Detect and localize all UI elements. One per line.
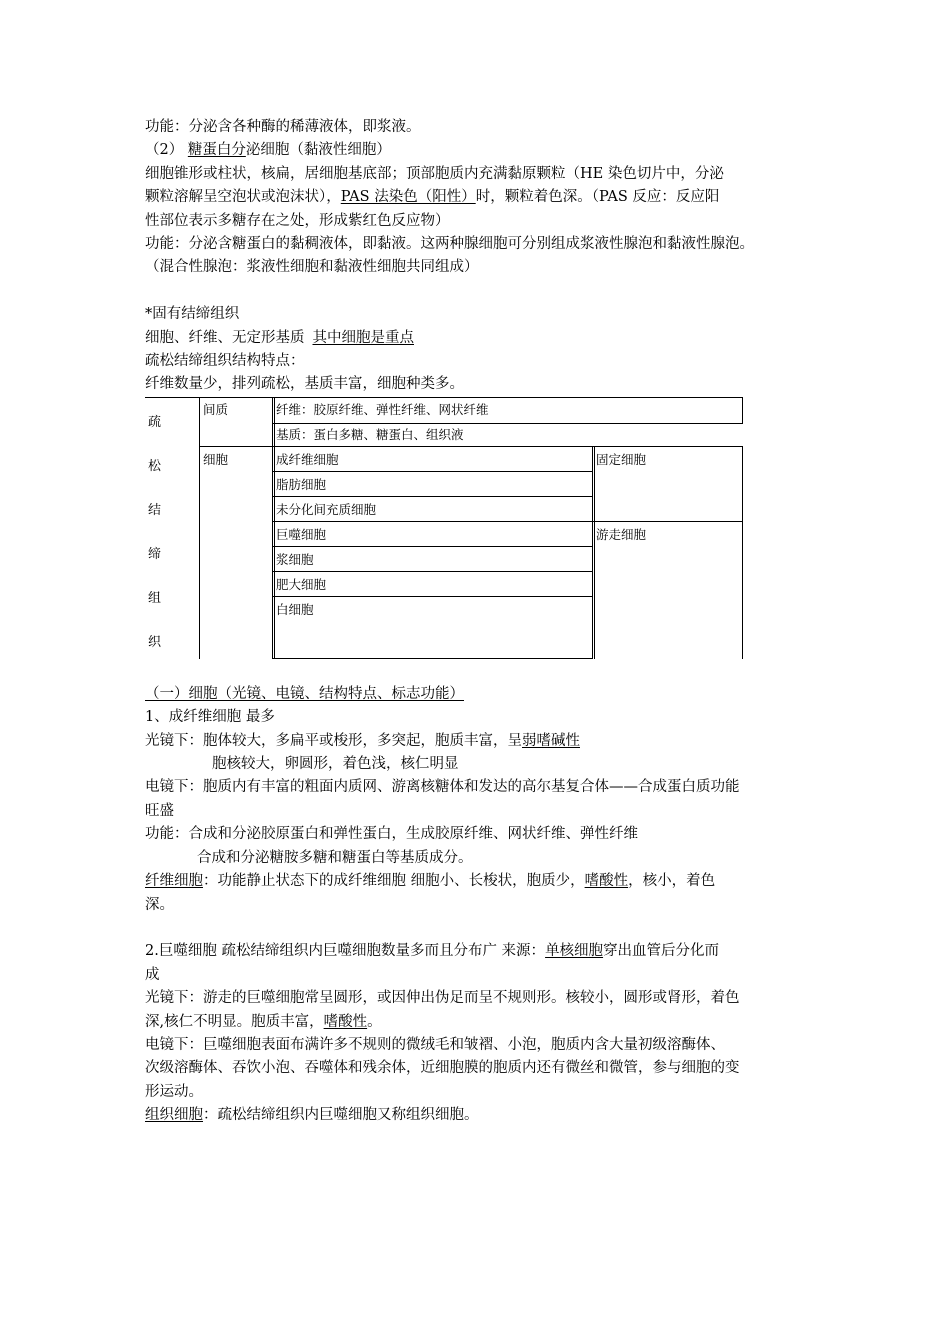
cell-type: 巨噬细胞	[276, 526, 327, 542]
text: 次级溶酶体、吞饮小泡、吞噬体和残余体，近细胞膜的胞质内还有微丝和微管，参与细胞的变	[145, 1060, 740, 1077]
fiber-cell: 纤维：胶原纤维、弹性纤维、网状纤维	[276, 401, 489, 417]
text: （2）	[145, 142, 188, 159]
macrophage-em-2	[145, 1057, 810, 1080]
mucous-cell-description	[145, 163, 810, 186]
loose-connective-tissue-table	[145, 397, 743, 659]
text: 细胞、纤维、无定形基质	[145, 329, 305, 346]
fixed-cells-label: 固定细胞	[596, 451, 647, 467]
cell-type: 脂肪细胞	[276, 476, 327, 492]
text: 电镜下：胞质内有丰富的粗面内质网、游离核糖体和发达的高尔基复合体——合成蛋白质功能	[145, 779, 740, 796]
underlined-text: PAS 法染色（阳性）	[340, 189, 476, 206]
matrix-label: 间质	[203, 401, 229, 417]
text: 细胞锥形或柱状，核扁，居细胞基底部；顶部胞质内充满黏原颗粒（HE 染色切片中，分泌	[145, 165, 724, 182]
mucous-cell-description-2	[145, 186, 810, 209]
wandering-cells-label: 游走细胞	[596, 526, 647, 542]
underlined-text: 嗜酸性	[584, 873, 629, 890]
text: 光镜下：胞体较大，多扁平或梭形，多突起，胞质丰富，呈	[145, 732, 522, 749]
loose-ct-features	[145, 373, 810, 396]
macrophage-em-3	[145, 1081, 810, 1104]
fibroblast-lm-nucleus	[145, 753, 810, 776]
ground-substance-cell: 基质：蛋白多糖、糖蛋白、组织液	[276, 426, 464, 442]
text: 功能：分泌含各种酶的稀薄液体，即浆液。	[145, 119, 421, 135]
macrophage-title-2	[145, 964, 810, 987]
section-heading-connective	[145, 303, 810, 326]
text: （混合性腺泡：浆液性细胞和黏液性细胞共同组成）	[145, 259, 479, 276]
text: 成	[145, 966, 160, 983]
document-page	[145, 116, 810, 1128]
char: 织	[148, 634, 162, 650]
text: *固有结缔组织	[145, 306, 240, 323]
text: ：功能静止状态下的成纤维细胞 细胞小、长梭状，胞质少，	[203, 873, 585, 890]
fibrocyte-line-2	[145, 894, 810, 917]
underlined-text: 弱嗜碱性	[522, 732, 580, 749]
components-line	[145, 327, 810, 350]
cell-type: 肥大细胞	[276, 576, 327, 592]
underlined-text: （一）细胞（光镜、电镜、结构特点、标志功能）	[145, 685, 464, 702]
spacer	[145, 280, 810, 303]
text: 合成和分泌糖胺多糖和糖蛋白等基质成分。	[197, 849, 473, 866]
char: 缔	[148, 546, 162, 562]
function-serous-line	[145, 116, 810, 139]
fibroblast-em	[145, 776, 810, 799]
fibroblast-function	[145, 823, 810, 846]
char: 组	[148, 590, 162, 606]
cells-section-heading	[145, 683, 810, 706]
spacer	[145, 659, 810, 683]
macrophage-title	[145, 940, 810, 963]
fibroblast-lm	[145, 730, 810, 753]
text: 颗粒溶解呈空泡状或泡沫状），	[145, 189, 341, 206]
char: 疏	[148, 414, 162, 430]
underlined-text: 糖蛋白分	[187, 142, 246, 159]
underlined-text: 其中细胞是重点	[312, 329, 414, 346]
text: 纤维数量少，排列疏松，基质丰富，细胞种类多。	[145, 376, 464, 393]
macrophage-em	[145, 1034, 810, 1057]
text: 2.巨噬细胞 疏松结缔组织内巨噬细胞数量多而且分布广 来源：	[145, 943, 546, 960]
text: 功能：分泌含糖蛋白的黏稠液体，即黏液。这两种腺细胞可分别组成浆液性腺泡和黏液性腺泡。	[145, 236, 754, 253]
loose-ct-features-title	[145, 350, 810, 373]
underlined-text: 纤维细胞	[145, 873, 203, 890]
text: 时，颗粒着色深。（PAS 反应：反应阳	[475, 189, 720, 206]
pas-note	[145, 210, 810, 233]
text: 旺盛	[145, 802, 174, 819]
vertical-label-loose-ct	[148, 401, 164, 665]
text: 深,核仁不明显。胞质丰富，	[145, 1013, 324, 1030]
cell-label: 细胞	[203, 451, 229, 467]
macrophage-lm	[145, 987, 810, 1010]
text: 光镜下：游走的巨噬细胞常呈圆形，或因伸出伪足而呈不规则形。核较小，圆形或肾形，着色	[145, 990, 740, 1007]
cell-type: 成纤维细胞	[276, 451, 339, 467]
mixed-acinus-note	[145, 256, 810, 279]
fibroblast-function-2	[145, 847, 810, 870]
text: 性部位表示多糖存在之处，形成紫红色反应物）	[145, 212, 450, 229]
mucous-cell-heading	[145, 139, 810, 162]
cell-type: 白细胞	[276, 601, 314, 617]
text: ：疏松结缔组织内巨噬细胞又称组织细胞。	[203, 1107, 479, 1124]
text: 形运动。	[145, 1083, 203, 1100]
char: 松	[148, 458, 162, 474]
text: 。	[367, 1013, 382, 1030]
cell-type: 浆细胞	[276, 551, 314, 567]
fibroblast-title	[145, 706, 810, 729]
text: 胞核较大，卵圆形，着色浅，核仁明显	[212, 756, 459, 773]
text: 功能：合成和分泌胶原蛋白和弹性蛋白，生成胶原纤维、网状纤维、弹性纤维	[145, 826, 638, 843]
fibroblast-em-2	[145, 800, 810, 823]
macrophage-lm-2	[145, 1011, 810, 1034]
underlined-text: 组织细胞	[145, 1107, 203, 1124]
text: 穿出血管后分化而	[603, 943, 720, 960]
function-mucous-line	[145, 233, 810, 256]
char: 结	[148, 502, 162, 518]
underlined-text: 嗜酸性	[323, 1013, 368, 1030]
underlined-text: 单核细胞	[545, 943, 604, 960]
text: ，核小，着色	[628, 873, 716, 890]
spacer	[145, 917, 810, 940]
cell-type: 未分化间充质细胞	[276, 501, 377, 517]
text: 泌细胞（黏液性细胞）	[245, 142, 391, 159]
fibrocyte-line	[145, 870, 810, 893]
text: 1、成纤维细胞 最多	[145, 709, 275, 726]
histiocyte-line	[145, 1104, 810, 1127]
text: 疏松结缔组织结构特点：	[145, 353, 305, 370]
text: 电镜下：巨噬细胞表面布满许多不规则的微绒毛和皱褶、小泡，胞质内含大量初级溶酶体、	[145, 1036, 725, 1053]
text: 深。	[145, 896, 174, 913]
